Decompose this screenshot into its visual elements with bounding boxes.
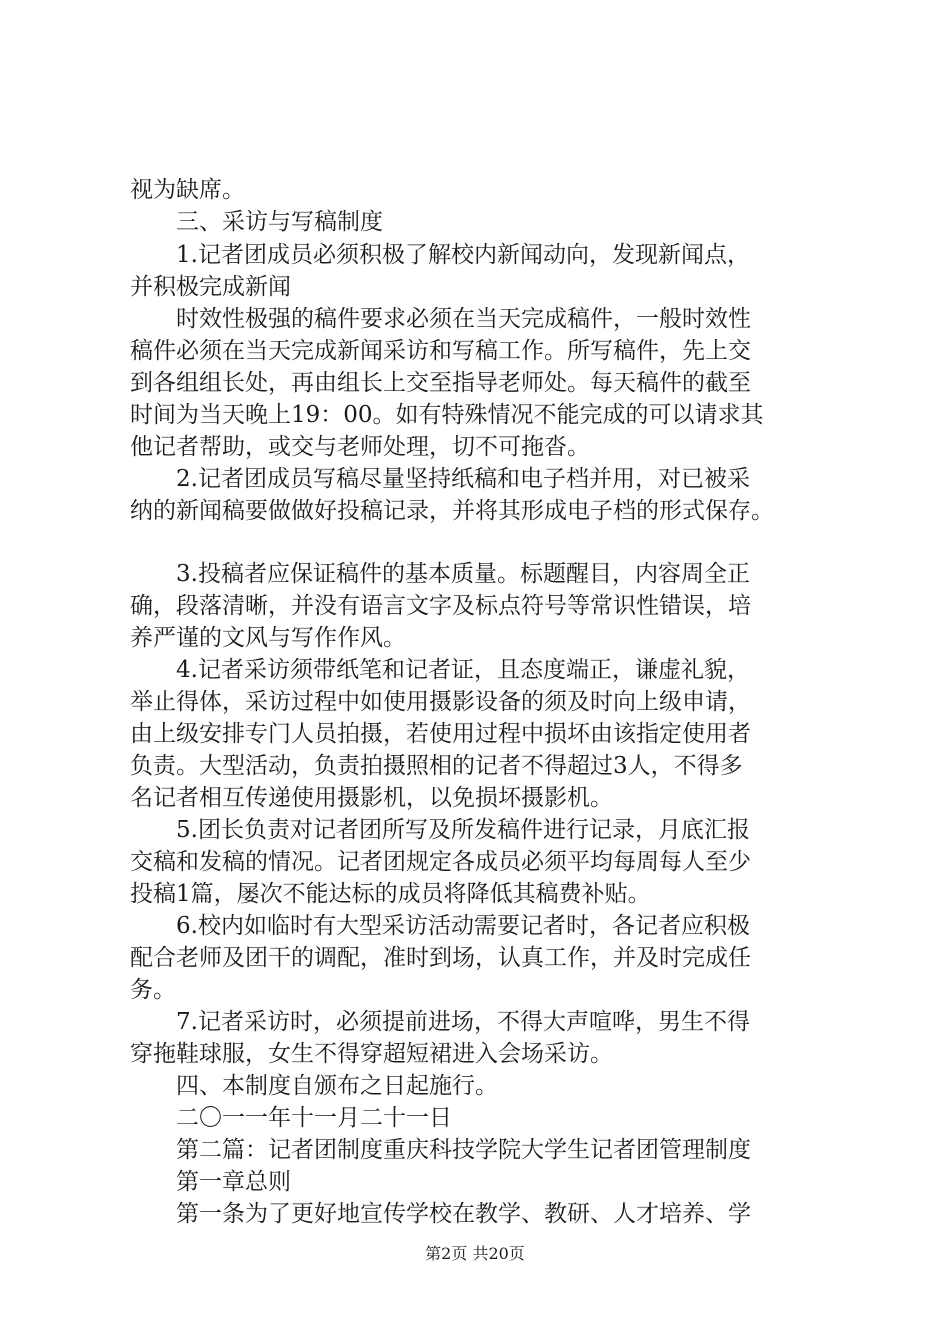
text-line: 举止得体，采访过程中如使用摄影设备的须及时向上级申请， [130,689,751,715]
text-line: 交稿和发稿的情况。记者团规定各成员必须平均每周每人至少 [130,849,751,875]
text-line: 穿拖鞋球服，女生不得穿超短裙进入会场采访。 [130,1041,613,1067]
page-footer: 第2页 共20页 [425,1244,525,1263]
text-line: 务。 [130,977,176,1003]
text-line: 养严谨的文风与写作作风。 [130,625,406,651]
text-line: 视为缺席。 [130,177,245,203]
text-line: 纳的新闻稿要做做好投稿记录，并将其形成电子档的形式保存。 [130,498,774,524]
text-line: 1.记者团成员必须积极了解校内新闻动向，发现新闻点， [130,242,750,268]
text-line: 2.记者团成员写稿尽量坚持纸稿和电子档并用，对已被采 [130,466,750,492]
text-line: 3.投稿者应保证稿件的基本质量。标题醒目，内容周全正 [130,561,750,587]
text-line: 7.记者采访时，必须提前进场，不得大声喧哗，男生不得 [130,1009,750,1035]
text-line: 投稿1篇，屡次不能达标的成员将降低其稿费补贴。 [130,881,651,907]
section-heading: 四、本制度自颁布之日起施行。 [130,1073,498,1099]
text-line: 6.校内如临时有大型采访活动需要记者时，各记者应积极 [130,913,750,939]
text-line: 第一条为了更好地宣传学校在教学、教研、人才培养、学 [130,1201,751,1227]
text-line: 名记者相互传递使用摄影机，以免损坏摄影机。 [130,785,613,811]
text-line: 配合老师及团干的调配，准时到场，认真工作，并及时完成任 [130,945,751,971]
chapter-title: 第二篇：记者团制度重庆科技学院大学生记者团管理制度 [130,1137,751,1163]
text-line: 稿件必须在当天完成新闻采访和写稿工作。所写稿件，先上交 [130,338,751,364]
text-line: 负责。大型活动，负责拍摄照相的记者不得超过3人，不得多 [130,753,743,779]
text-line: 4.记者采访须带纸笔和记者证，且态度端正，谦虚礼貌， [130,657,750,683]
section-heading: 三、采访与写稿制度 [130,209,383,235]
text-line: 5.团长负责对记者团所写及所发稿件进行记录，月底汇报 [130,817,750,843]
text-line: 由上级安排专门人员拍摄，若使用过程中损坏由该指定使用者 [130,721,751,747]
text-line: 并积极完成新闻 [130,274,291,300]
chapter-heading: 第一章总则 [130,1169,291,1195]
text-line: 确，段落清晰，并没有语言文字及标点符号等常识性错误，培 [130,593,751,619]
text-line: 他记者帮助，或交与老师处理，切不可拖沓。 [130,434,590,460]
text-line: 到各组组长处，再由组长上交至指导老师处。每天稿件的截至 [130,370,751,396]
date-line: 二〇一一年十一月二十一日 [130,1105,452,1131]
text-line: 时效性极强的稿件要求必须在当天完成稿件，一般时效性 [130,306,751,332]
text-line: 时间为当天晚上19：00。如有特殊情况不能完成的可以请求其 [130,402,764,428]
